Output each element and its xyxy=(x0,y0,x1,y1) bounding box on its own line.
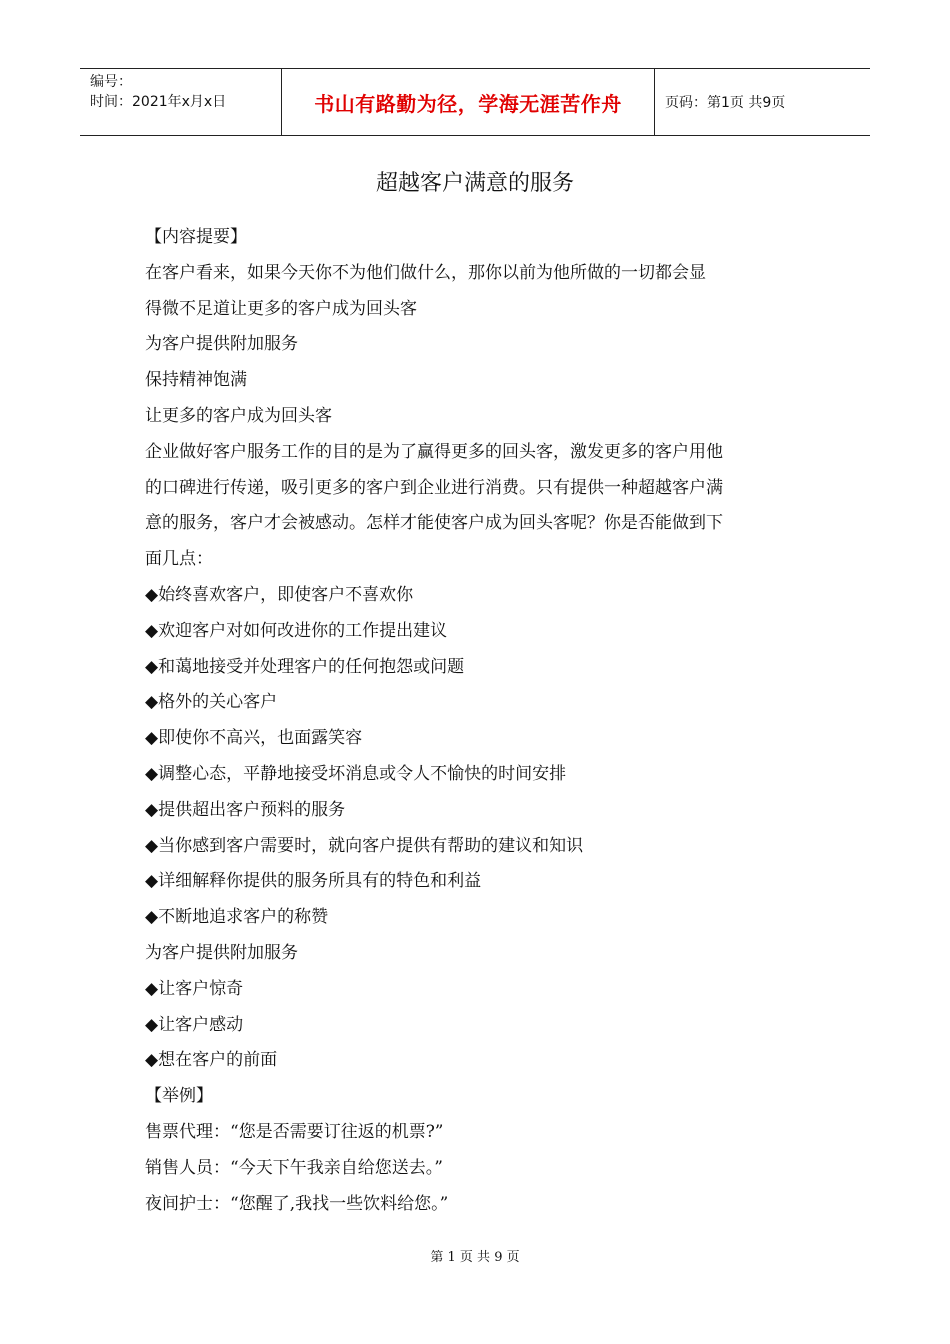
example-line: 销售人员：“今天下午我亲自给您送去。” xyxy=(145,1157,443,1178)
body-line: 得微不足道让更多的客户成为回头客 xyxy=(145,298,417,319)
section-heading: 【举例】 xyxy=(145,1086,213,1107)
bullet-item: ◆让客户惊奇 xyxy=(145,978,244,999)
body-line: 的口碑进行传递，吸引更多的客户到企业进行消费。只有提供一种超越客户满 xyxy=(145,477,723,498)
bullet-item: ◆即使你不高兴，也面露笑容 xyxy=(145,728,363,749)
body-line: 【内容提要】 xyxy=(145,227,247,247)
body-line: 保持精神饱满 xyxy=(145,370,247,391)
bullet-item: ◆详细解释你提供的服务所具有的特色和利益 xyxy=(145,871,482,892)
body-line: 为客户提供附加服务 xyxy=(145,942,298,963)
body-line: 面几点： xyxy=(145,549,213,570)
example-line: 售票代理：“您是否需要订往返的机票?” xyxy=(145,1121,444,1142)
header-meta xyxy=(80,69,282,135)
body-line: 在客户看来，如果今天你不为他们做什么，那你以前为他所做的一切都会显 xyxy=(145,262,706,283)
body-line: 企业做好客户服务工作的目的是为了赢得更多的回头客，激发更多的客户用他 xyxy=(145,441,723,462)
bullet-item: ◆调整心态，平静地接受坏消息或令人不愉快的时间安排 xyxy=(145,763,567,784)
example-line: 夜间护士：“您醒了,我找一些饮料给您。” xyxy=(145,1193,449,1214)
bullet-item: ◆想在客户的前面 xyxy=(145,1050,278,1071)
body-line: 意的服务，客户才会被感动。怎样才能使客户成为回头客呢？你是否能做到下 xyxy=(145,513,723,534)
header-time-label: 时间：2021年x月x日 xyxy=(90,94,227,110)
body-line: 让更多的客户成为回头客 xyxy=(145,405,332,426)
document-title: 超越客户满意的服务 xyxy=(375,171,574,196)
bullet-item: ◆提供超出客户预料的服务 xyxy=(145,799,346,820)
page-footer: 第 1 页 共 9 页 xyxy=(430,1250,520,1265)
bullet-item: ◆始终喜欢客户，即使客户不喜欢你 xyxy=(145,584,414,605)
header-motto: 书山有路勤为径，学海无涯苦作舟 xyxy=(282,69,655,135)
bullet-item: ◆让客户感动 xyxy=(145,1014,244,1035)
body-line: 为客户提供附加服务 xyxy=(145,334,298,355)
header-page-info: 页码：第1页 共9页 xyxy=(665,95,786,111)
document-body xyxy=(145,224,805,1226)
header-number-label: 编号： xyxy=(90,74,132,90)
bullet-item: ◆和蔼地接受并处理客户的任何抱怨或问题 xyxy=(145,656,465,677)
bullet-item: ◆当你感到客户需要时，就向客户提供有帮助的建议和知识 xyxy=(145,835,584,856)
bullet-item: ◆格外的关心客户 xyxy=(145,692,278,713)
page-header xyxy=(80,68,870,136)
bullet-item: ◆欢迎客户对如何改进你的工作提出建议 xyxy=(145,620,448,641)
bullet-item: ◆不断地追求客户的称赞 xyxy=(145,907,329,928)
